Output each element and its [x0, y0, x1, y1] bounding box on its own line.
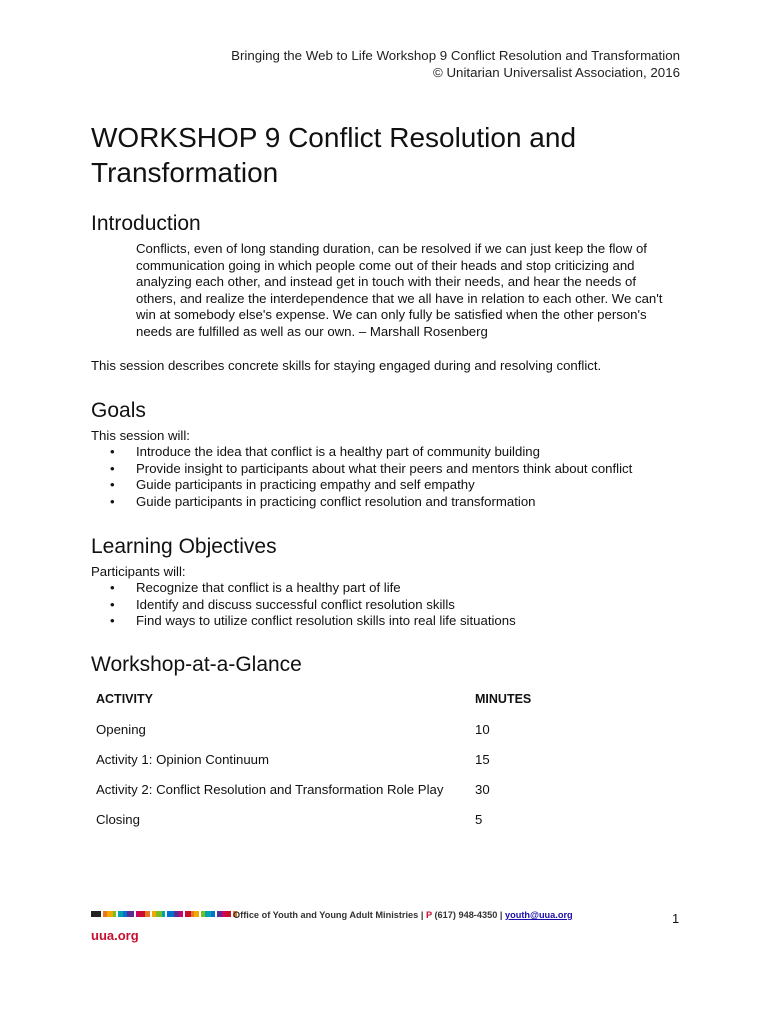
- color-bar-segment: [91, 911, 101, 917]
- introduction-summary: This session describes concrete skills for staying engaged during and resolving conflict.: [91, 358, 602, 373]
- footer-office: Office of Youth and Young Adult Ministries |: [233, 910, 426, 920]
- list-item: [108, 597, 516, 614]
- bullet-icon: •: [110, 493, 115, 509]
- list-item: [108, 444, 632, 461]
- list-item: [108, 477, 632, 494]
- list-item: [108, 461, 632, 478]
- bullet-icon: •: [110, 596, 115, 612]
- bullet-icon: •: [110, 613, 115, 629]
- table-header-row: [91, 684, 536, 714]
- footer-phone-label: P: [425, 910, 432, 920]
- list-item-text: Find ways to utilize conflict resolution skills into real life situations: [136, 613, 516, 629]
- list-item-text: Provide insight to participants about what their peers and mentors think about conflict: [136, 460, 633, 476]
- minutes-cell: 30: [475, 781, 490, 797]
- goals-heading: Goals: [91, 399, 146, 422]
- running-header: [231, 47, 680, 81]
- list-item-text: Identify and discuss successful conflict resolution skills: [136, 596, 455, 612]
- color-bar-segment: [194, 911, 199, 917]
- goals-list: [108, 444, 632, 510]
- activity-cell: Closing: [96, 811, 140, 827]
- list-item-text: Guide participants in practicing conflict resolution and transformation: [136, 493, 536, 509]
- bullet-icon: •: [110, 460, 115, 476]
- minutes-cell: 15: [475, 751, 490, 767]
- glance-heading: Workshop-at-a-Glance: [91, 653, 302, 676]
- objectives-lead: Participants will:: [91, 564, 186, 579]
- footer-phone: (617) 948-4350 |: [431, 910, 505, 920]
- activity-cell: Activity 2: Conflict Resolution and Transformation Role Play: [96, 781, 444, 797]
- header-line-1: Bringing the Web to Life Workshop 9 Conflict Resolution and Transformation: [231, 48, 680, 63]
- table-row: [91, 804, 536, 834]
- color-bar-segment: [162, 911, 165, 917]
- list-item-text: Guide participants in practicing empathy and self empathy: [136, 477, 475, 493]
- table-row: [91, 714, 536, 744]
- introduction-quote: Conflicts, even of long standing duration, can be resolved if we can just keep the flow of communication going in which people come out of their heads and stop criticizing and analyzing each other, and instead get in touch with their needs, and hear the needs of others, and realize the interdependence that we all have in relation to each other. We can't win at somebody else's expense. We can only fully be satisfied when the other person's needs are fulfilled as well as our own. – Marshall Rosenberg: [136, 241, 663, 339]
- color-bar-segment: [167, 911, 174, 917]
- footer-email-link[interactable]: youth@uua.org: [504, 910, 573, 920]
- list-item: [108, 613, 516, 630]
- footer-contact: [233, 910, 573, 920]
- objectives-heading: Learning Objectives: [91, 535, 277, 558]
- list-item: [108, 580, 516, 597]
- introduction-heading: Introduction: [91, 212, 201, 235]
- column-header-activity: ACTIVITY: [96, 692, 153, 706]
- page-number: 1: [672, 911, 680, 926]
- bullet-icon: •: [110, 444, 115, 459]
- minutes-cell: 10: [475, 721, 490, 737]
- color-bar-segment: [225, 911, 231, 917]
- color-bar-segment: [179, 911, 183, 917]
- color-bar-segment: [145, 911, 150, 917]
- goals-lead: This session will:: [91, 428, 190, 443]
- activity-cell: Opening: [96, 721, 146, 737]
- list-item-text: Introduce the idea that conflict is a healthy part of community building: [136, 444, 540, 459]
- title-line-2: Transformation: [91, 157, 279, 188]
- page-title: [91, 120, 691, 190]
- column-header-minutes: MINUTES: [475, 692, 532, 706]
- activity-cell: Activity 1: Opinion Continuum: [96, 751, 269, 767]
- list-item-text: Recognize that conflict is a healthy part of life: [136, 580, 401, 595]
- bullet-icon: •: [110, 477, 115, 493]
- color-bar-segment: [127, 911, 134, 917]
- color-bar-segment: [211, 911, 215, 917]
- header-line-2: © Unitarian Universalist Association, 2016: [432, 65, 680, 80]
- table-row: [91, 774, 536, 804]
- minutes-cell: 5: [475, 811, 483, 827]
- glance-table: [91, 684, 536, 834]
- table-row: [91, 744, 536, 774]
- objectives-list: [108, 580, 516, 630]
- title-line-1: WORKSHOP 9 Conflict Resolution and: [91, 122, 577, 153]
- color-bar-segment: [113, 911, 116, 917]
- list-item: [108, 494, 632, 511]
- bullet-icon: •: [110, 580, 115, 595]
- footer-site-logo[interactable]: uua.org: [91, 928, 139, 943]
- footer-color-bar: [91, 911, 237, 917]
